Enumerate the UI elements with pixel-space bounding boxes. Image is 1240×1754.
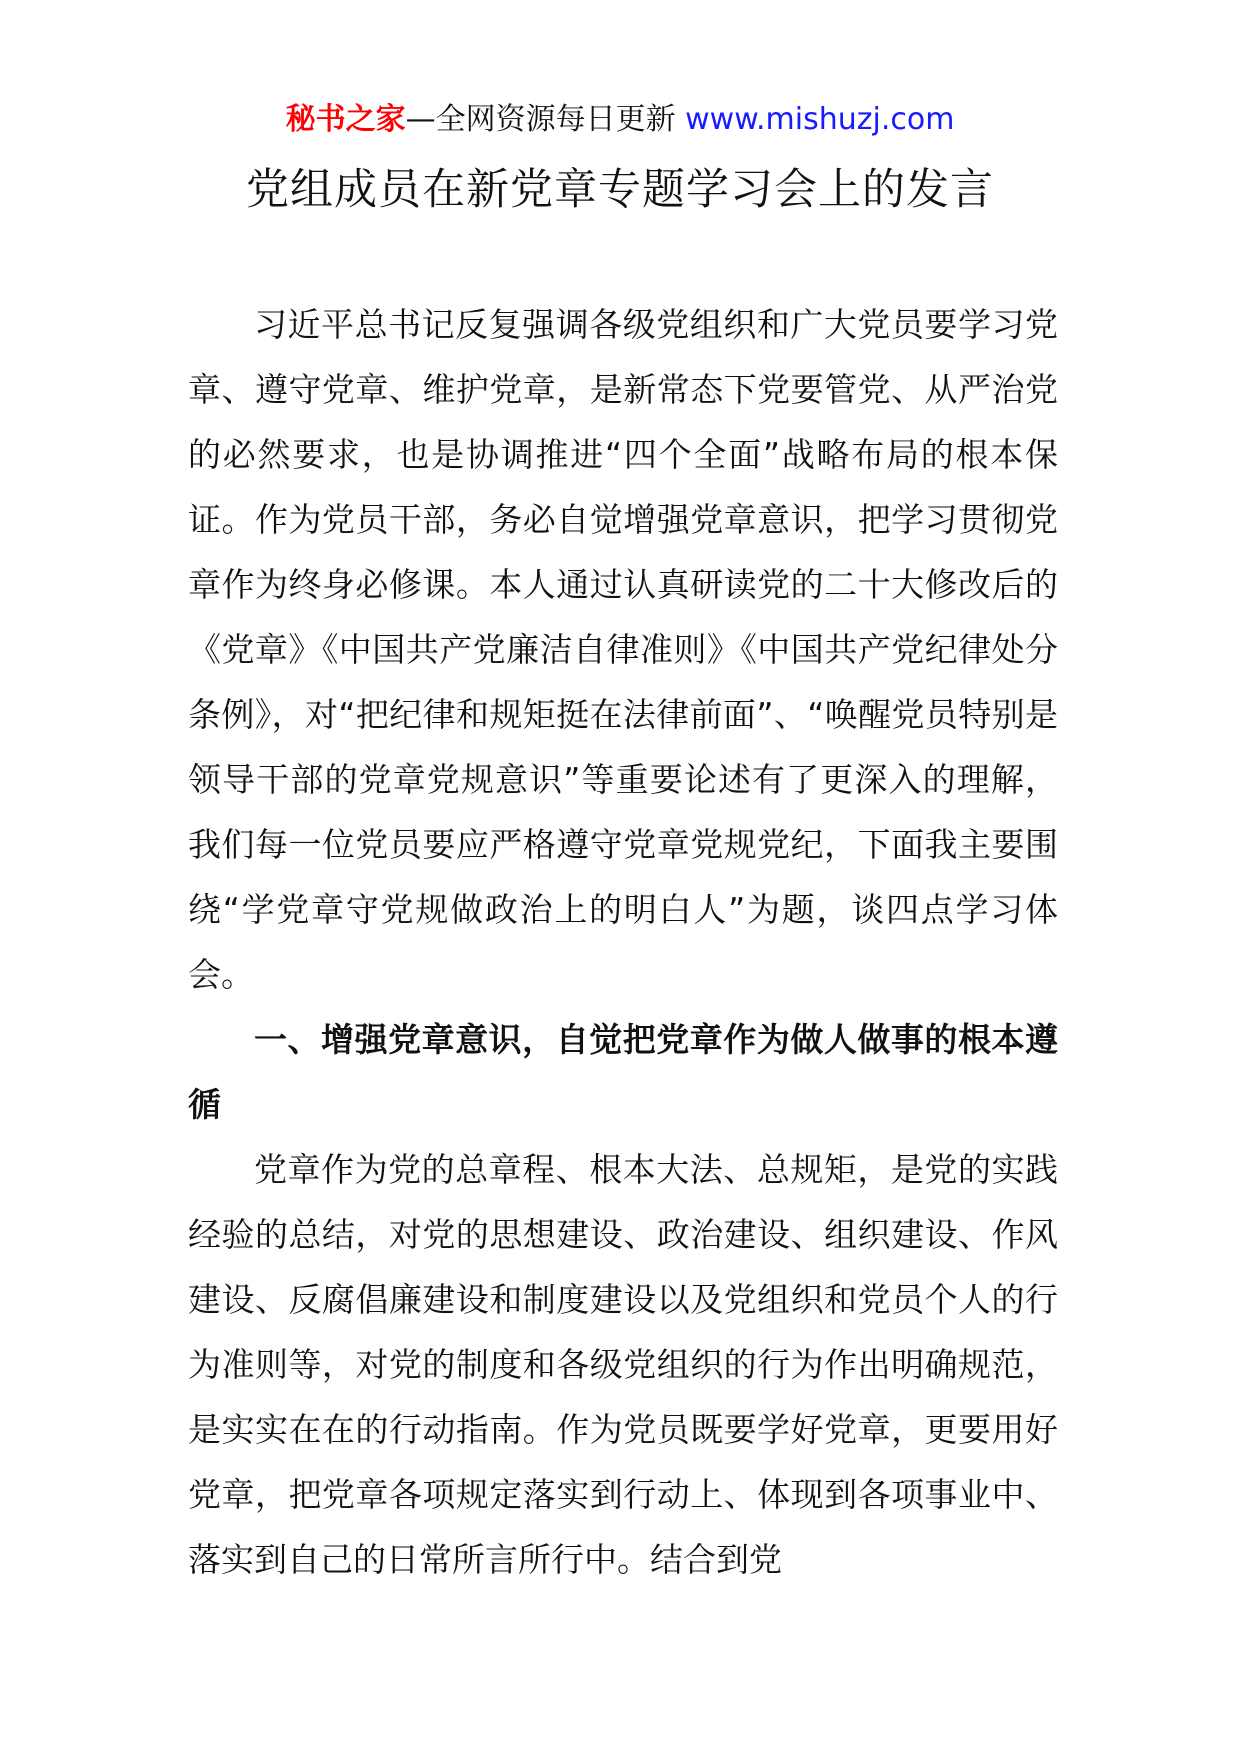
header-tagline: —全网资源每日更新 [405,102,686,137]
document-body [188,292,1058,1592]
intro-paragraph: 习近平总书记反复强调各级党组织和广大党员要学习党章、遵守党章、维护党章，是新常态下党要管党、从严治党的必然要求，也是协调推进“四个全面”战略布局的根本保证。作为党员干部，务必自觉增强党章意识，把学习贯彻党章作为终身必修课。本人通过认真研读党的二十大修改后的《党章》《中国共产党廉洁自律准则》《中国共产党纪律处分条例》，对“把纪律和规矩挺在法律前面”、“唤醒党员特别是领导干部的党章党规意识”等重要论述有了更深入的理解，我们每一位党员要应严格遵守党章党规党纪，下面我主要围绕“学党章守党规做政治上的明白人”为题，谈四点学习体会。 [188,305,1058,994]
site-header [0,98,1240,142]
section-heading-1: 一、增强党章意识，自觉把党章作为做人做事的根本遵循 [188,1020,1058,1124]
brand-name: 秘书之家 [285,102,406,137]
section-1-paragraph: 党章作为党的总章程、根本大法、总规矩，是党的实践经验的总结，对党的思想建设、政治建设、组织建设、作风建设、反腐倡廉建设和制度建设以及党组织和党员个人的行为准则等，对党的制度和各级党组织的行为作出明确规范，是实实在在的行动指南。作为党员既要学好党章，更要用好党章，把党章各项规定落实到行动上、体现到各项事业中、落实到自己的日常所言所行中。结合到党 [188,1150,1058,1579]
document-title: 党组成员在新党章专题学习会上的发言 [246,165,994,215]
site-url-link[interactable]: www.mishuzj.com [685,102,955,137]
